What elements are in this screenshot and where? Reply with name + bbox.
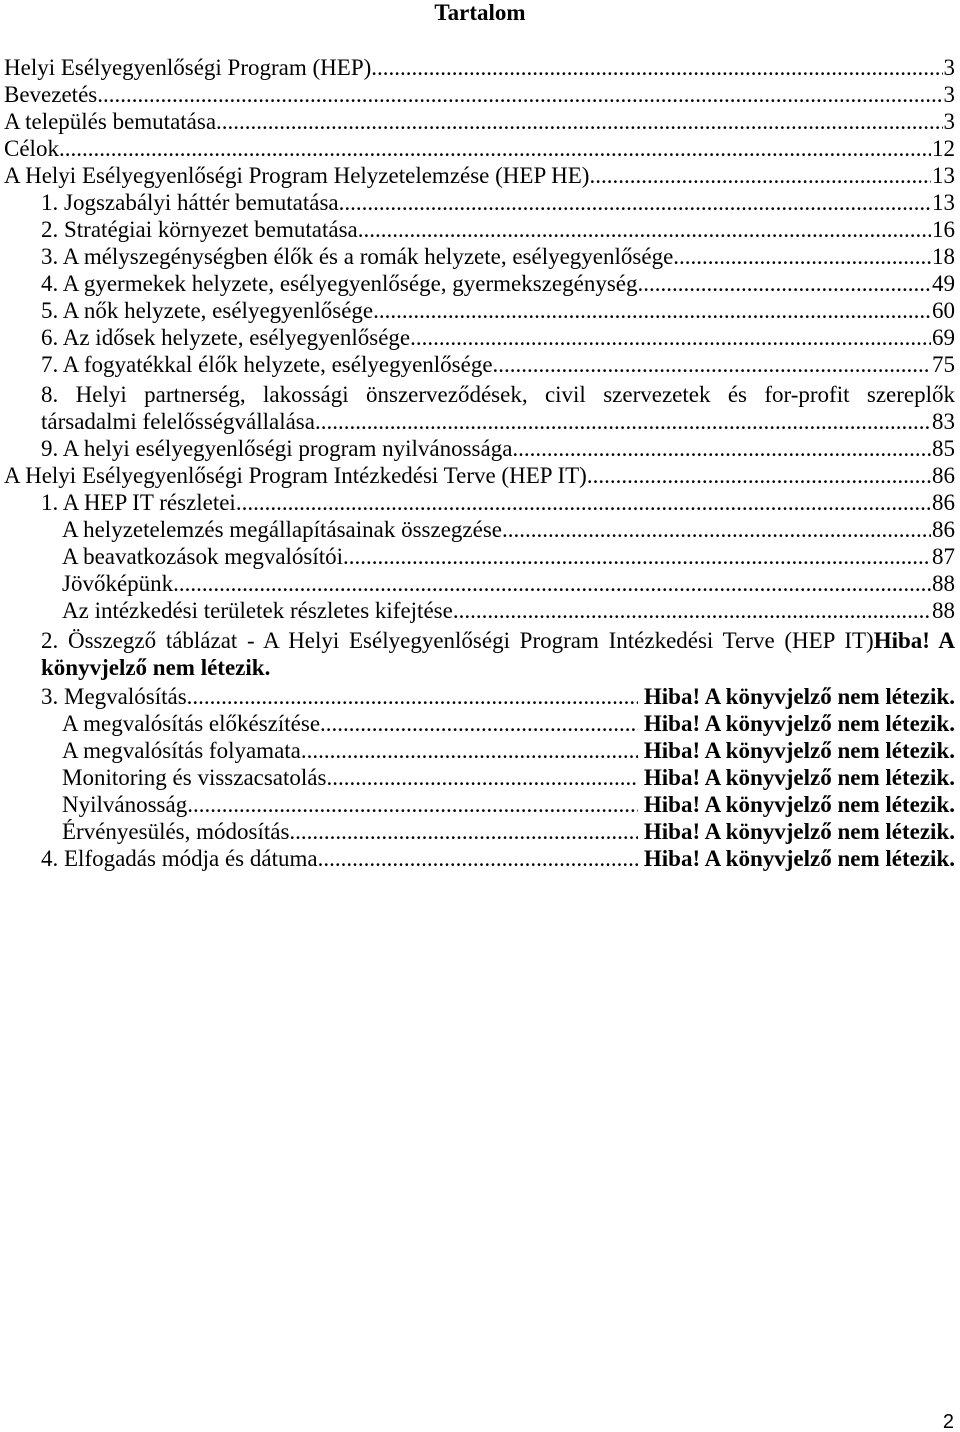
toc-leader: [502, 516, 931, 543]
bookmark-error-text: Hiba! A könyvjelző nem létezik.: [643, 711, 955, 736]
toc-entry[interactable]: [4, 764, 955, 791]
toc-leader: [318, 845, 638, 872]
toc-entry-title: A megvalósítás folyamata: [62, 738, 301, 763]
toc-entry-title: Célok: [4, 136, 59, 161]
toc-entry-title: A Helyi Esélyegyenlőségi Program Intézkedési Terve (HEP IT): [4, 463, 587, 488]
toc-entry[interactable]: [4, 243, 955, 270]
toc-leader: [453, 597, 931, 624]
toc-entry-title: 2. Stratégiai környezet bemutatása: [41, 217, 358, 242]
toc-entry-title: Nyilvánosság: [62, 792, 188, 817]
toc-entry-title: Bevezetés: [4, 82, 98, 107]
bookmark-error-text: Hiba! A: [873, 628, 955, 653]
toc-entry[interactable]: [4, 710, 955, 737]
toc-leader: [373, 297, 931, 324]
toc-entry[interactable]: [4, 627, 955, 681]
toc-entry-title: 5. A nők helyzete, esélyegyenlősége: [41, 298, 374, 323]
toc-entry-page: 83: [932, 409, 955, 434]
toc-entry-page: 13: [932, 163, 955, 188]
toc-entry-title: 2. Összegző táblázat - A Helyi Esélyegyenlőségi Program Intézkedési Terve (HEP IT): [41, 628, 874, 653]
toc-leader: [173, 570, 931, 597]
table-of-contents: [4, 54, 955, 872]
bookmark-error-text: Hiba! A könyvjelző nem létezik.: [643, 738, 955, 763]
toc-entry[interactable]: [4, 324, 955, 351]
toc-entry-title: A beavatkozások megvalósítói: [62, 544, 344, 569]
toc-entry-title: 9. A helyi esélyegyenlőségi program nyilvánossága: [41, 436, 513, 461]
toc-heading: Tartalom: [434, 0, 526, 25]
page-number: 2: [942, 1411, 954, 1432]
toc-entry[interactable]: [4, 108, 955, 135]
bookmark-error-text: Hiba! A könyvjelző nem létezik.: [643, 684, 955, 709]
bookmark-error-text: Hiba! A könyvjelző nem létezik.: [643, 765, 955, 790]
toc-entry-page: 75: [932, 352, 955, 377]
toc-entry[interactable]: [4, 435, 955, 462]
toc-leader: [371, 54, 942, 81]
toc-entry-page: 87: [932, 544, 955, 569]
toc-entry-title: 1. Jogszabályi háttér bemutatása: [41, 190, 339, 215]
toc-entry-page: 86: [932, 463, 955, 488]
toc-entry[interactable]: [4, 54, 955, 81]
toc-entry-page: 16: [932, 217, 955, 242]
toc-leader: [97, 81, 942, 108]
toc-leader: [587, 462, 931, 489]
toc-entry-title: Monitoring és visszacsatolás: [62, 765, 327, 790]
toc-entry-page: 86: [932, 490, 955, 515]
bookmark-error-text: Hiba! A könyvjelző nem létezik.: [643, 792, 955, 817]
toc-entry-title: A helyzetelemzés megállapításainak összegzése: [62, 517, 502, 542]
toc-leader: [326, 764, 637, 791]
toc-entry-page: 69: [932, 325, 955, 350]
toc-entry-title: Jövőképünk: [62, 571, 174, 596]
toc-leader: [343, 543, 931, 570]
toc-entry-page: 85: [932, 436, 955, 461]
toc-entry-page: 18: [932, 244, 955, 269]
toc-entry[interactable]: [4, 216, 955, 243]
toc-entry[interactable]: [4, 81, 955, 108]
toc-entry[interactable]: [4, 791, 955, 818]
toc-entry[interactable]: [4, 270, 955, 297]
toc-leader: [315, 408, 931, 435]
toc-entry-title: 4. Elfogadás módja és dátuma: [41, 846, 318, 871]
toc-entry-title-line: 8. Helyi partnerség, lakossági önszerveződések, civil szervezetek és for-profit szereplők: [41, 382, 955, 407]
toc-entry-title: Érvényesülés, módosítás: [62, 819, 290, 844]
bookmark-error-text: Hiba! A könyvjelző nem létezik.: [643, 846, 955, 871]
toc-entry[interactable]: [4, 516, 955, 543]
toc-entry-page: 88: [932, 598, 955, 623]
bookmark-error-text: könyvjelző nem létezik.: [41, 655, 271, 680]
toc-leader: [59, 135, 931, 162]
toc-entry[interactable]: [4, 162, 955, 189]
toc-entry-page: 86: [932, 517, 955, 542]
toc-leader: [187, 791, 638, 818]
toc-entry-page: 3: [943, 82, 955, 107]
toc-entry[interactable]: [4, 845, 955, 872]
toc-entry-title: A Helyi Esélyegyenlőségi Program Helyzetelemzése (HEP HE): [4, 163, 590, 188]
toc-entry[interactable]: [4, 189, 955, 216]
toc-entry-page: 3: [943, 55, 955, 80]
toc-leader: [358, 216, 931, 243]
toc-entry[interactable]: [4, 737, 955, 764]
toc-leader: [320, 710, 638, 737]
toc-entry[interactable]: [4, 597, 955, 624]
toc-entry-title: 3. A mélyszegénységben élők és a romák helyzete, esélyegyenlősége: [41, 244, 674, 269]
toc-entry[interactable]: [4, 489, 955, 516]
toc-entry[interactable]: [4, 543, 955, 570]
toc-entry[interactable]: [4, 351, 955, 378]
toc-leader: [589, 162, 931, 189]
toc-entry-title: 4. A gyermekek helyzete, esélyegyenlősége, gyermekszegénység: [41, 271, 638, 296]
toc-entry-title: Az intézkedési területek részletes kifejtése: [62, 598, 453, 623]
toc-entry[interactable]: [4, 381, 955, 435]
toc-entry-title-line: társadalmi felelősségvállalása: [41, 409, 315, 434]
toc-entry-title: 7. A fogyatékkal élők helyzete, esélyegyenlősége: [41, 352, 493, 377]
toc-entry[interactable]: [4, 683, 955, 710]
toc-leader: [673, 243, 931, 270]
toc-entry-page: 3: [943, 109, 955, 134]
toc-entry-page: 88: [932, 571, 955, 596]
toc-entry-page: 13: [932, 190, 955, 215]
toc-entry-title: 6. Az idősek helyzete, esélyegyenlősége: [41, 325, 411, 350]
toc-entry-title: A település bemutatása: [4, 109, 217, 134]
toc-leader: [339, 189, 931, 216]
toc-leader: [236, 489, 931, 516]
toc-entry[interactable]: [4, 135, 955, 162]
toc-entry[interactable]: [4, 570, 955, 597]
toc-entry[interactable]: [4, 818, 955, 845]
toc-entry-page: 60: [932, 298, 955, 323]
toc-entry-title: 1. A HEP IT részletei: [41, 490, 236, 515]
toc-leader: [410, 324, 931, 351]
toc-leader: [493, 351, 931, 378]
toc-entry[interactable]: [4, 462, 955, 489]
toc-entry-title-line: [41, 627, 955, 654]
toc-entry-page: 12: [932, 136, 955, 161]
toc-entry-title: Helyi Esélyegyenlőségi Program (HEP): [4, 55, 372, 80]
toc-entry[interactable]: [4, 297, 955, 324]
toc-entry-title: A megvalósítás előkészítése: [62, 711, 321, 736]
toc-leader: [638, 270, 932, 297]
toc-leader: [216, 108, 942, 135]
toc-entry-page: 49: [932, 271, 955, 296]
toc-leader: [289, 818, 637, 845]
toc-entry-title: 3. Megvalósítás: [41, 684, 187, 709]
toc-leader: [301, 737, 638, 764]
bookmark-error-text: Hiba! A könyvjelző nem létezik.: [643, 819, 955, 844]
toc-leader: [512, 435, 931, 462]
toc-leader: [187, 683, 638, 710]
